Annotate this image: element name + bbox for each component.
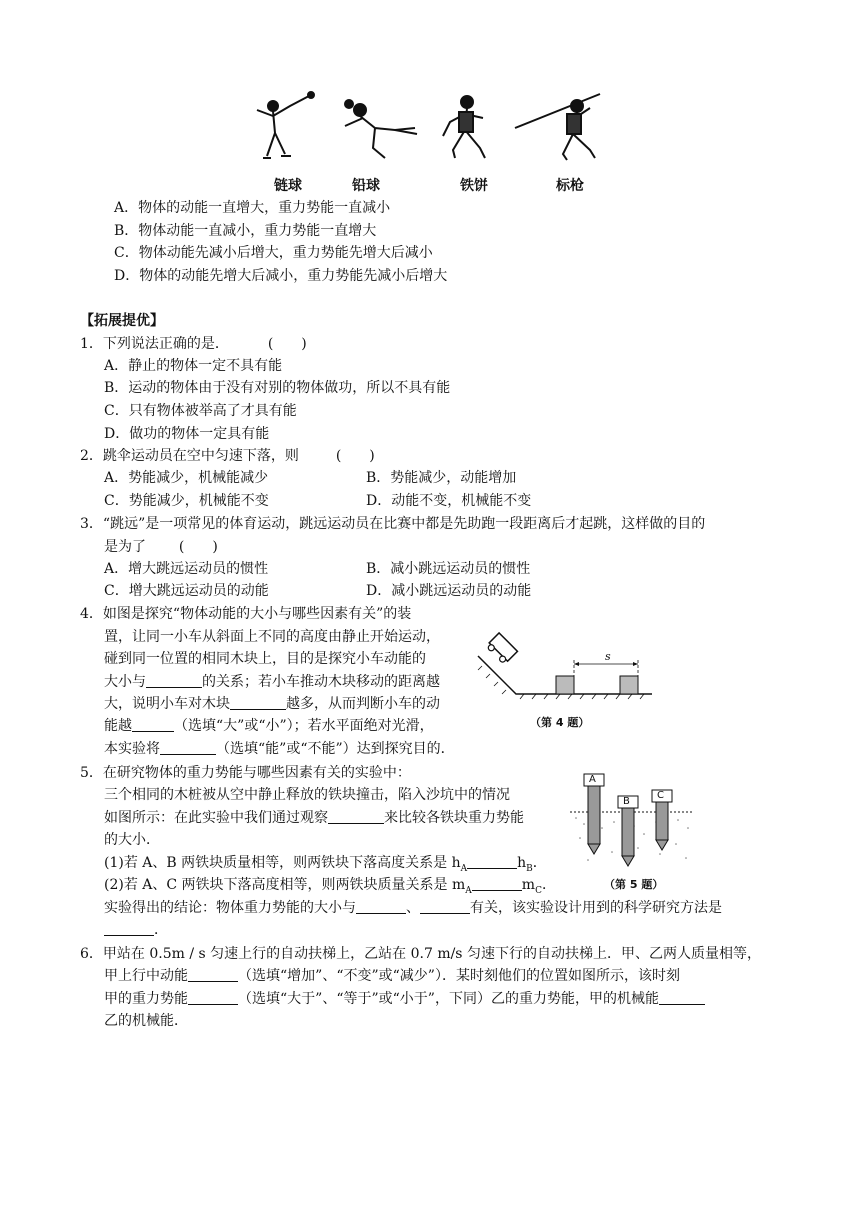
q4-line7-b: （选填“能”或“不能”）达到探究目的． — [216, 741, 455, 757]
intro-option-c: C．物体动能先减小后增大，重力势能先增大后减小 — [114, 245, 433, 261]
cart-illustration — [486, 633, 518, 665]
q5-line8-dot: ． — [154, 922, 168, 938]
q4-line6 — [104, 716, 434, 736]
q3-option-c: C．增大跳远运动员的动能 — [104, 583, 269, 599]
q5-blank-5[interactable] — [420, 899, 470, 914]
javelin-illustration — [515, 94, 600, 160]
q5-line7 — [104, 898, 722, 918]
q5-line6-dot: ． — [541, 877, 556, 893]
q4-line4-b: 的关系；若小车推动木块移动的距离越 — [202, 674, 440, 690]
q5-line3 — [104, 808, 524, 828]
sport-label-shotput: 铅球 — [352, 178, 380, 194]
q4-line6-b: （选填“大”或“小”）；若水平面绝对光滑， — [174, 718, 434, 734]
q5-stakes-figure — [568, 772, 698, 872]
q4-blank-4[interactable] — [160, 740, 216, 755]
q5-line7-b: 、 — [406, 900, 420, 916]
q5-line6-a: (2)若 A、C 两铁块下落高度相等，则两铁块质量关系是 m — [104, 877, 466, 893]
q5-figure-caption: （第 5 题） — [604, 878, 664, 891]
q6-line3-a: 甲的重力势能 — [104, 991, 188, 1007]
q5-blank-1[interactable] — [328, 809, 384, 824]
q5-blank-6[interactable] — [104, 921, 154, 936]
q5-label-b: B — [623, 796, 630, 807]
shot-put-illustration — [345, 100, 417, 158]
q5-line3-a: 如图所示：在此实验中我们通过观察 — [104, 810, 328, 826]
q3-option-a: A．增大跳远运动员的惯性 — [104, 561, 269, 577]
q1-option-b: B．运动的物体由于没有对别的物体做功，所以不具有能 — [104, 380, 451, 396]
q1-option-c: C．只有物体被举高了才具有能 — [104, 403, 297, 419]
q5-line6-m: m — [521, 877, 536, 893]
q5-sub-a2: A — [465, 885, 472, 896]
q5-line1: 5．在研究物体的重力势能与哪些因素有关的实验中： — [80, 765, 411, 781]
sport-label-hammer: 链球 — [274, 178, 302, 194]
q6-line2 — [104, 966, 680, 986]
stake-a — [588, 786, 600, 854]
section-title: 【拓展提优】 — [80, 313, 164, 329]
q3-stem-text: 是为了 — [104, 539, 146, 555]
q4-line7-a: 本实验将 — [104, 741, 160, 757]
q5-line2: 三个相同的木桩被从空中静止释放的铁块撞击，陷入沙坑中的情况 — [104, 787, 510, 803]
q5-line8 — [104, 920, 168, 940]
q5-blank-4[interactable] — [356, 899, 406, 914]
q5-sub-c: C — [535, 885, 542, 896]
athletes-figure — [245, 88, 625, 168]
q4-line1: 4．如图是探究“物体动能的大小与哪些因素有关”的装 — [80, 606, 412, 622]
q5-blank-2[interactable] — [467, 854, 517, 869]
q3-stem-line1: 3．“跳远”是一项常见的体育运动，跳远运动员在比赛中都是先助跑一段距离后才起跳，这样做的目的 — [80, 516, 706, 532]
q4-incline-figure — [476, 626, 656, 716]
q6-blank-3[interactable] — [659, 990, 705, 1005]
q6-line1: 6．甲站在 0.5m / s 匀速上行的自动扶梯上，乙站在 0.7 m/s 匀速下行的自动扶梯上．甲、乙两人质量相等， — [80, 946, 761, 962]
q5-line4: 的大小． — [104, 832, 160, 848]
q3-stem-line2 — [104, 537, 218, 557]
q6-line2-b: （选填“增加”、“不变”或“减少”）．某时刻他们的位置如图所示，该时刻 — [238, 968, 680, 984]
q6-line3-b: （选填“大于”、“等于”或“小于”，下同）乙的重力势能，甲的机械能 — [238, 991, 659, 1007]
hammer-thrower-illustration — [257, 92, 314, 158]
q3-option-d: D．减小跳远运动员的动能 — [366, 583, 532, 599]
q1-stem-text: 1．下列说法正确的是． — [80, 336, 229, 352]
q2-stem — [80, 446, 375, 466]
q4-line4-a: 大小与 — [104, 674, 146, 690]
q1-stem — [80, 334, 307, 354]
q4-line5 — [104, 694, 440, 714]
q2-option-b: B．势能减少，动能增加 — [366, 470, 517, 486]
discus-illustration — [443, 96, 485, 158]
q2-stem-text: 2．跳伞运动员在空中匀速下落，则 — [80, 448, 299, 464]
q5-line7-c: 有关，该实验设计用到的科学研究方法是 — [470, 900, 722, 916]
q6-blank-2[interactable] — [188, 990, 238, 1005]
sport-label-javelin: 标枪 — [556, 178, 584, 194]
q4-figure-caption: （第 4 题） — [530, 716, 590, 729]
q1-option-d: D．做功的物体一定具有能 — [104, 426, 270, 442]
q2-option-c: C．势能减少，机械能不变 — [104, 493, 269, 509]
wood-block-start — [556, 676, 574, 694]
intro-option-b: B．物体动能一直减小，重力势能一直增大 — [114, 223, 377, 239]
q3-option-b: B．减小跳远运动员的惯性 — [366, 561, 531, 577]
q6-line3 — [104, 989, 705, 1009]
q5-label-c: C — [657, 790, 664, 801]
stake-b — [622, 808, 634, 866]
q4-blank-2[interactable] — [230, 695, 286, 710]
q1-option-a: A．静止的物体一定不具有能 — [104, 358, 283, 374]
q2-option-d: D．动能不变，机械能不变 — [366, 493, 532, 509]
q6-blank-1[interactable] — [188, 967, 238, 982]
q5-line5-dot: ． — [532, 855, 547, 871]
q4-line5-a: 大，说明小车对木块 — [104, 696, 230, 712]
q4-line6-a: 能越 — [104, 718, 132, 734]
q5-line3-b: 来比较各铁块重力势能 — [384, 810, 524, 826]
intro-option-a: A．物体的动能一直增大，重力势能一直减小 — [114, 200, 391, 216]
q4-distance-label: s — [605, 650, 611, 663]
q4-line5-b: 越多，从而判断小车的动 — [286, 696, 440, 712]
q5-line5-h: h — [517, 855, 527, 871]
q4-line7 — [104, 739, 455, 759]
q5-line5-a: (1)若 A、B 两铁块质量相等，则两铁块下落高度关系是 h — [104, 855, 461, 871]
q5-sub-b: B — [526, 863, 533, 874]
wood-block-end — [620, 676, 638, 694]
q5-label-a: A — [589, 774, 596, 785]
q5-sub-a1: A — [460, 863, 468, 874]
q6-line4: 乙的机械能． — [104, 1013, 188, 1029]
q5-line6 — [104, 875, 556, 901]
q2-answer-paren: ( ) — [335, 448, 375, 464]
sport-label-discus: 铁饼 — [460, 178, 488, 194]
q4-blank-1[interactable] — [146, 673, 202, 688]
q6-line2-a: 甲上行中动能 — [104, 968, 188, 984]
intro-option-d: D．物体的动能先增大后减小，重力势能先减小后增大 — [114, 268, 448, 284]
q3-answer-paren: ( ) — [178, 539, 218, 555]
q4-line4 — [104, 672, 440, 692]
q2-option-a: A．势能减少，机械能减少 — [104, 470, 269, 486]
q1-answer-paren: ( ) — [267, 336, 307, 352]
q5-line7-a: 实验得出的结论：物体重力势能的大小与 — [104, 900, 356, 916]
q4-blank-3[interactable] — [132, 717, 174, 732]
stake-c — [656, 802, 668, 850]
q4-line3: 碰到同一位置的相同木块上，目的是探究小车动能的 — [104, 651, 426, 667]
q5-blank-3[interactable] — [472, 876, 522, 891]
q4-line2: 置，让同一小车从斜面上不同的高度由静止开始运动， — [104, 629, 440, 645]
